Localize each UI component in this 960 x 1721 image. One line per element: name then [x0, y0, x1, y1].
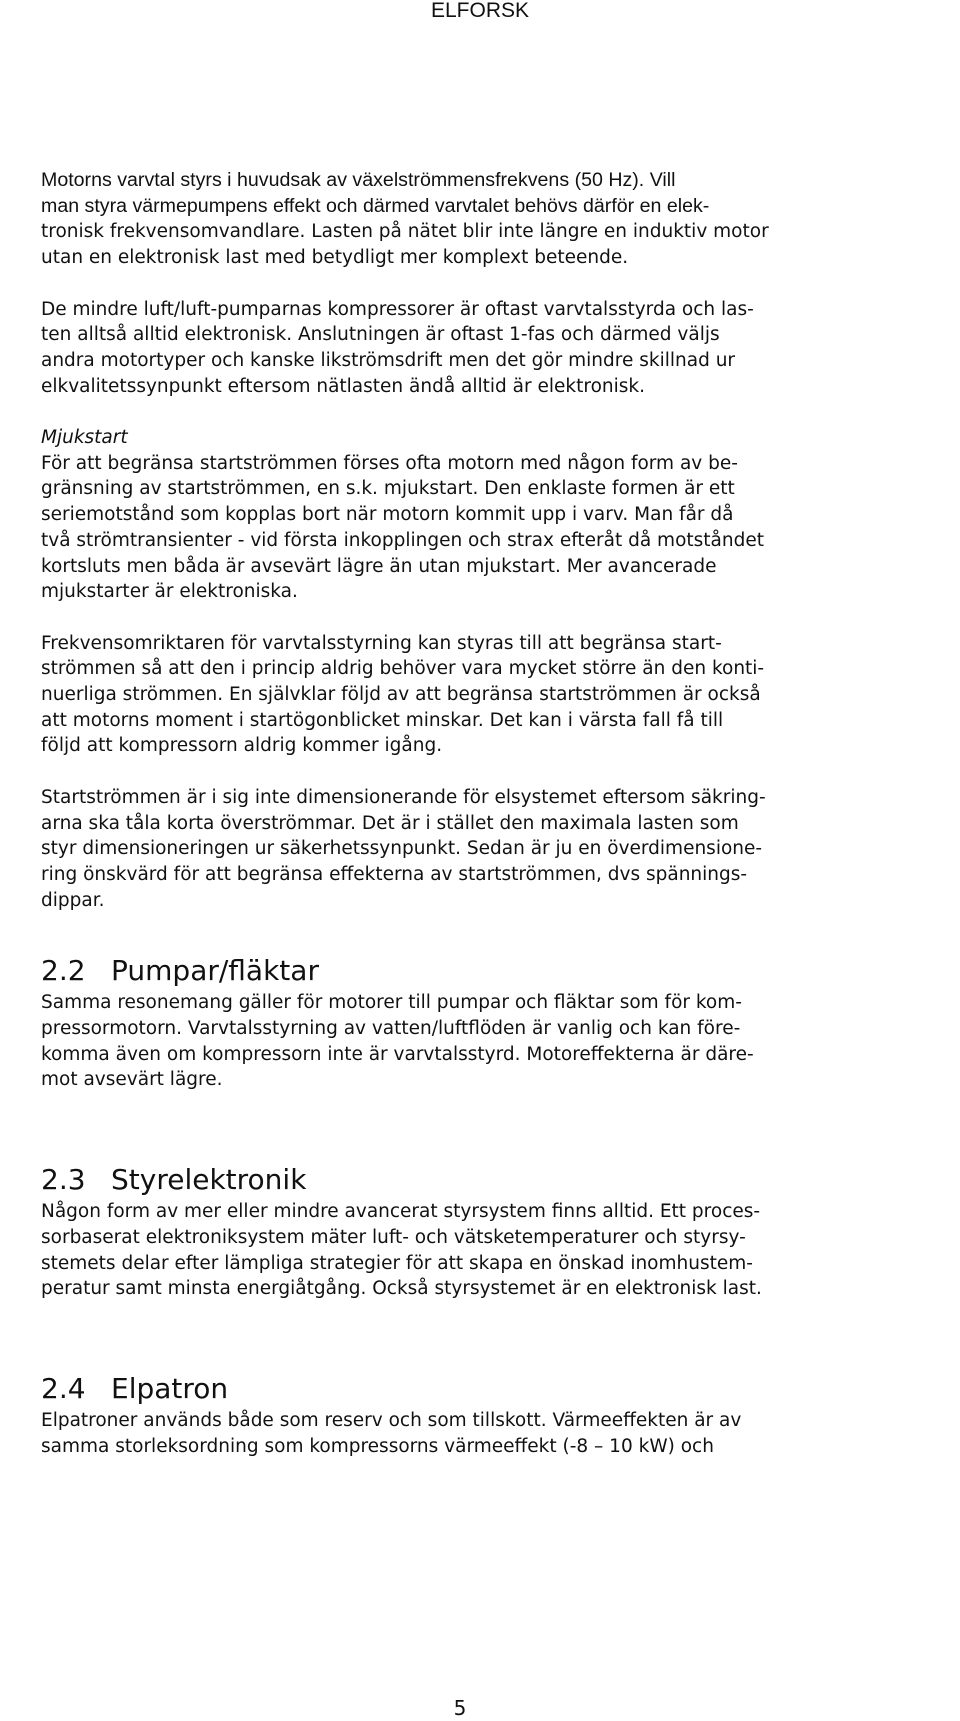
text-line: seriemotstånd som kopplas bort när motorn kommit upp i varv. Man får då — [41, 504, 734, 526]
text-line: komma även om kompressorn inte är varvtalsstyrd. Motoreffekterna är däre- — [41, 1043, 754, 1065]
text-line: Samma resonemang gäller för motorer till pumpar och fläktar som för kom- — [41, 992, 742, 1014]
text-line: styr dimensioneringen ur säkerhetssynpunkt. Sedan är ju en överdimensione- — [41, 838, 763, 860]
text-line: pressormotorn. Varvtalsstyrning av vatten/luftflöden är vanlig och kan före- — [41, 1018, 741, 1040]
text-line: Någon form av mer eller mindre avancerat styrsystem finns alltid. Ett proces- — [41, 1201, 761, 1223]
section-heading-2-4 — [41, 1372, 926, 1406]
section-title: Elpatron — [111, 1371, 229, 1405]
text-line: Elpatroner används både som reserv och som tillskott. Värmeeffekten är av — [41, 1409, 742, 1431]
text-line: utan en elektronisk last med betydligt mer komplext beteende. — [41, 247, 629, 269]
text-line: ten alltså alltid elektronisk. Anslutningen är oftast 1-fas och därmed väljs — [41, 324, 720, 346]
text-line: man styra värmepumpens effekt och därmed varvtalet behövs därför en elek- — [41, 194, 710, 217]
subheading-mjukstart: Mjukstart — [41, 427, 128, 448]
running-header: ELFORSK — [430, 0, 530, 22]
paragraph-compressors — [41, 297, 926, 400]
paragraph-mjukstart — [41, 425, 926, 605]
section-heading-2-3 — [41, 1163, 926, 1197]
section-title: Styrelektronik — [111, 1163, 307, 1197]
text-line: samma storleksordning som kompressorns värmeeffekt (-8 – 10 kW) och — [41, 1435, 714, 1457]
section-heading-2-2 — [41, 954, 926, 988]
text-line: dippar. — [41, 889, 105, 911]
text-line: De mindre luft/luft-pumparnas kompressorer är oftast varvtalsstyrda och las- — [41, 298, 754, 320]
text-line: två strömtransienter - vid första inkopplingen och strax efteråt då motståndet — [41, 529, 764, 551]
section-number: 2.3 — [41, 1163, 86, 1197]
text-line: För att begränsa startströmmen förses ofta motorn med någon form av be- — [41, 452, 738, 474]
paragraph-start-current — [41, 785, 926, 914]
text-line: nuerliga strömmen. En självklar följd av att begränsa startströmmen är också — [41, 684, 761, 706]
section-number: 2.4 — [41, 1371, 86, 1405]
text-line: Motorns varvtal styrs i huvudsak av växelströmmensfrekvens (50 Hz). Vill — [41, 169, 676, 191]
text-line: Startströmmen är i sig inte dimensionerande för elsystemet eftersom säkring- — [41, 786, 766, 808]
text-line: att motorns moment i startögonblicket minskar. Det kan i värsta fall få till — [41, 709, 724, 731]
text-line: tronisk frekvensomvandlare. Lasten på nätet blir inte längre en induktiv motor — [41, 221, 769, 243]
paragraph-frequency-converter — [41, 631, 926, 760]
text-line: andra motortyper och kanske likströmsdrift men det gör mindre skillnad ur — [41, 349, 736, 371]
section-body-2-4 — [41, 1408, 926, 1459]
section-title: Pumpar/fläktar — [111, 954, 319, 988]
page-number: 5 — [453, 1696, 467, 1720]
text-line: ring önskvärd för att begränsa effekterna av startströmmen, dvs spännings- — [41, 863, 748, 885]
section-body-2-2 — [41, 990, 926, 1093]
text-line: mot avsevärt lägre. — [41, 1069, 223, 1091]
text-line: stemets delar efter lämpliga strategier för att skapa en önskad inomhustem- — [41, 1252, 753, 1274]
text-line: Frekvensomriktaren för varvtalsstyrning kan styras till att begränsa start- — [41, 632, 722, 654]
text-line: följd att kompressorn aldrig kommer igång. — [41, 735, 443, 757]
text-line: peratur samt minsta energiåtgång. Också styrsystemet är en elektronisk last. — [41, 1278, 762, 1300]
text-line: strömmen så att den i princip aldrig behöver vara mycket större än den konti- — [41, 658, 765, 680]
page-body — [41, 168, 926, 1459]
section-body-2-3 — [41, 1199, 926, 1302]
text-line: kortsluts men båda är avsevärt lägre än utan mjukstart. Mer avancerade — [41, 555, 717, 577]
text-line: elkvalitetssynpunkt eftersom nätlasten ändå alltid är elektronisk. — [41, 375, 645, 397]
section-number: 2.2 — [41, 954, 86, 988]
text-line: gränsning av startströmmen, en s.k. mjukstart. Den enklaste formen är ett — [41, 478, 735, 500]
text-line: arna ska tåla korta överströmmar. Det är i stället den maximala lasten som — [41, 812, 739, 834]
text-line: sorbaserat elektroniksystem mäter luft- och vätsketemperaturer och styrsy- — [41, 1226, 746, 1248]
text-line: mjukstarter är elektroniska. — [41, 581, 298, 603]
paragraph-motor-speed — [41, 168, 926, 271]
